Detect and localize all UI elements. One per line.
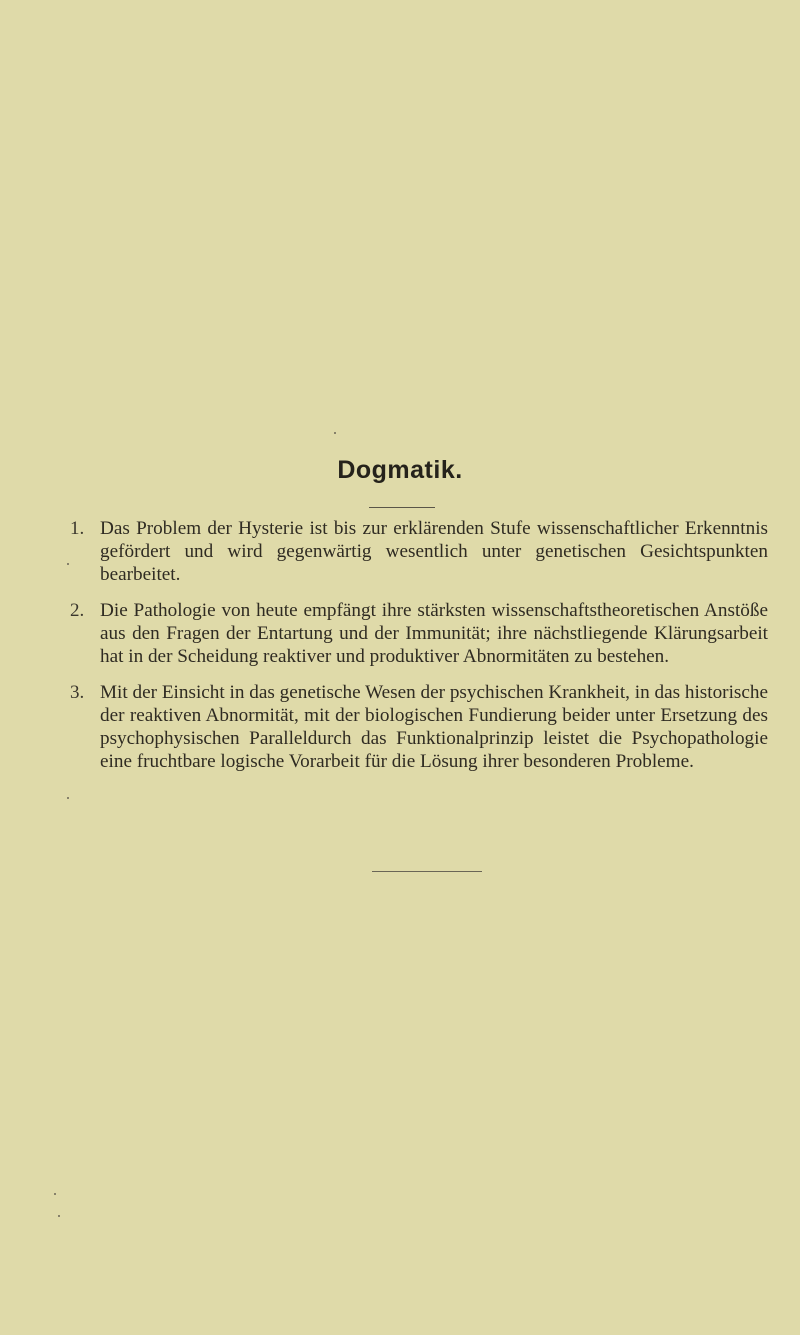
paper-speck	[58, 1215, 60, 1217]
thesis-item	[70, 681, 768, 773]
thesis-item	[70, 599, 768, 668]
paper-speck	[67, 563, 69, 565]
thesis-text: Die Pathologie von heute empfängt ihre stärksten wissenschaftstheoretischen Anstöße aus den Fragen der Entartung und der Immunität; ihre nächstliegende Klärungsarbeit hat in der Scheidung reaktiver und produktiver Abnormitäten zu bestehen.	[100, 600, 768, 667]
thesis-number: 3.	[70, 682, 85, 703]
thesis-text: Mit der Einsicht in das genetische Wesen der psychischen Krankheit, in das historische der reaktiven Abnormität, mit der biologischen Fundierung beider unter Ersetzung des psychophysischen Paralleldurch das Funktionalprinzip leistet die Psychopathologie eine fruchtbare logische Vorarbeit für die Lösung ihrer besonderen Probleme.	[100, 682, 768, 772]
paper-speck	[334, 432, 336, 434]
closing-divider	[372, 871, 482, 872]
thesis-text: Das Problem der Hysterie ist bis zur erklärenden Stufe wissenschaftlicher Erkenntnis gefördert und wird gegenwärtig wesentlich unter genetischen Gesichtspunkten bearbeitet.	[100, 518, 768, 585]
title-divider	[369, 507, 435, 508]
thesis-item	[70, 517, 768, 586]
page-title: Dogmatik.	[337, 456, 463, 484]
thesis-number: 1.	[70, 518, 85, 539]
paper-speck	[54, 1193, 56, 1195]
paper-speck	[67, 797, 69, 799]
thesis-number: 2.	[70, 600, 85, 621]
theses-list	[70, 517, 768, 786]
